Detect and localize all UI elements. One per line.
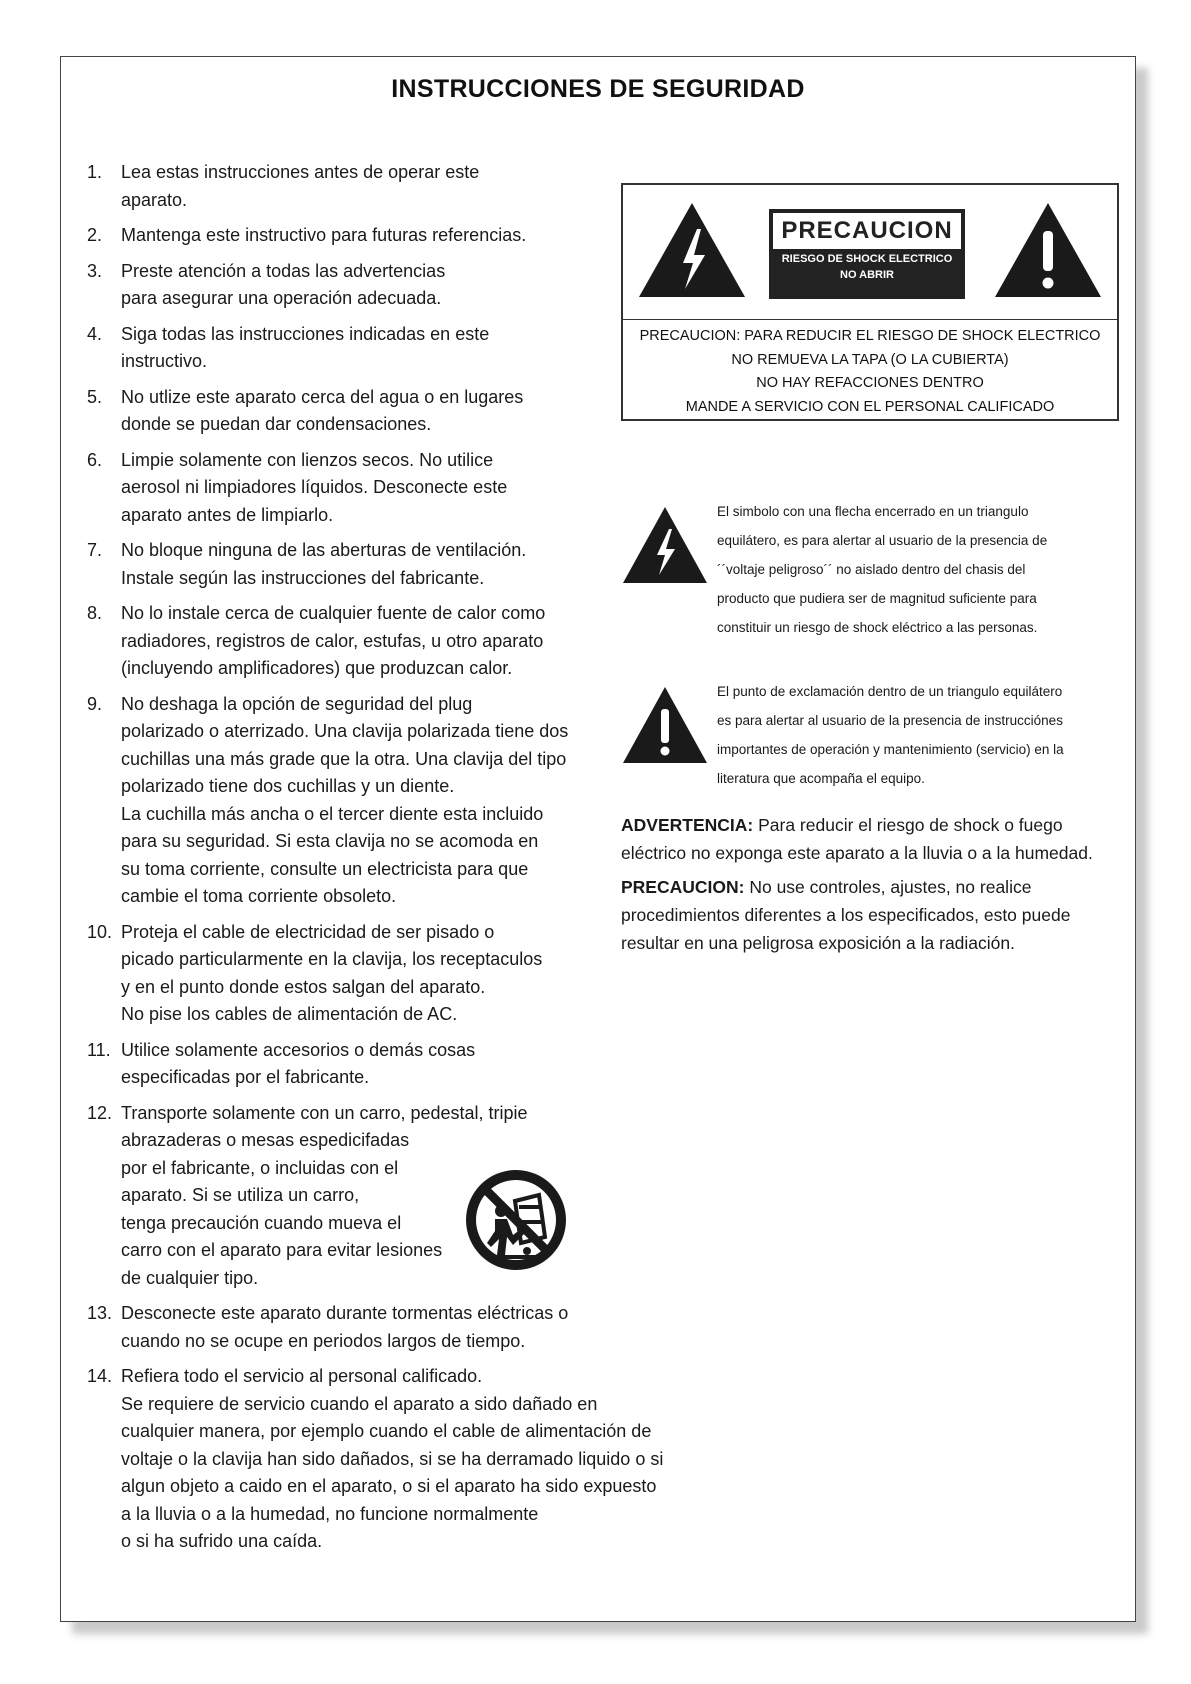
item-line: algun objeto a caido en el aparato, o si el aparato ha sido expuesto xyxy=(121,1476,657,1496)
symbol-text-line: producto que pudiera ser de magnitud suficiente para xyxy=(717,591,1037,606)
item-line: de cualquier tipo. xyxy=(121,1267,259,1288)
list-item xyxy=(87,691,707,911)
item-line: No deshaga la opción de seguridad del plug xyxy=(121,693,473,714)
item-line: Limpie solamente con lienzos secos. No utilice xyxy=(121,449,494,470)
list-item xyxy=(87,1363,707,1556)
item-line: aparato. Si se utiliza un carro, xyxy=(121,1185,360,1205)
precaucion-text: No use controles, ajustes, no realice procedimientos diferentes a los especificados, esto puede resultar en una peligrosa exposición a la radiación. xyxy=(621,877,1071,953)
item-line: Desconecte este aparato durante tormentas eléctricas o xyxy=(121,1303,569,1323)
advertencia-label: ADVERTENCIA: xyxy=(621,815,754,835)
item-number: 14. xyxy=(87,1366,113,1386)
symbol-text-line: es para alertar al usuario de la presencia de instrucciónes xyxy=(717,713,1063,728)
item-number: 12. xyxy=(87,1102,113,1123)
item-line: carro con el aparato para evitar lesiones xyxy=(121,1240,443,1260)
item-line: Siga todas las instrucciones indicadas en este xyxy=(121,323,490,344)
item-line: Preste atención a todas las advertencias xyxy=(121,260,446,281)
symbol-text-line: literatura que acompaña el equipo. xyxy=(717,771,925,786)
warnings-block xyxy=(621,811,1121,963)
item-line: aparato antes de limpiarlo. xyxy=(121,504,334,525)
item-number: 2. xyxy=(87,225,103,245)
list-item xyxy=(87,1300,707,1355)
precaucion-label: PRECAUCION: xyxy=(621,877,745,897)
lightning-symbol-text xyxy=(717,497,1127,642)
item-line: cambie el toma corriente obsoleto. xyxy=(121,886,397,906)
exclamation-warning-icon xyxy=(993,201,1103,304)
list-item xyxy=(87,258,707,313)
precaucion-paragraph xyxy=(621,873,1121,957)
symbol-text-line: El punto de exclamación dentro de un triangulo equilátero xyxy=(717,684,1063,699)
item-line: polarizado o aterrizado. Una clavija polarizada tiene dos xyxy=(121,721,569,741)
item-line: Lea estas instrucciones antes de operar este xyxy=(121,162,480,182)
item-line: su toma corriente, consulte un electricista para que xyxy=(121,858,529,879)
item-number: 11. xyxy=(87,1039,111,1060)
item-line: (incluyendo amplificadores) que produzcan calor. xyxy=(121,658,513,678)
advertencia-text: Para reducir el riesgo de shock o fuego eléctrico no exponga este aparato a la lluvia o a la humedad. xyxy=(621,815,1093,863)
symbol-text-line: importantes de operación y mantenimiento (servicio) en la xyxy=(717,742,1064,757)
item-line: La cuchilla más ancha o el tercer diente esta incluido xyxy=(121,803,544,824)
exclamation-triangle-icon xyxy=(621,685,709,770)
item-line: Se requiere de servicio cuando el aparato a sido dañado en xyxy=(121,1393,598,1414)
item-line: aerosol ni limpiadores líquidos. Desconecte este xyxy=(121,477,508,497)
caution-panel xyxy=(621,183,1119,421)
list-item xyxy=(87,537,707,592)
caution-panel-text xyxy=(623,325,1117,419)
lightning-triangle-icon xyxy=(621,505,709,590)
symbol-text-line: constituir un riesgo de shock eléctrico a las personas. xyxy=(717,620,1038,635)
item-line: cuando no se ocupe en periodos largos de tiempo. xyxy=(121,1330,526,1351)
page-title: INSTRUCCIONES DE SEGURIDAD xyxy=(391,75,805,103)
list-item xyxy=(87,321,707,376)
item-line: Utilice solamente accesorios o demás cosas xyxy=(121,1039,476,1060)
list-item xyxy=(87,600,707,683)
item-number: 8. xyxy=(87,603,103,623)
item-line: cualquier manera, por ejemplo cuando el cable de alimentación de xyxy=(121,1421,652,1441)
cart-warning-icon xyxy=(461,1165,571,1275)
caution-line: NO HAY REFACCIONES DENTRO xyxy=(756,375,984,391)
exclamation-symbol-text xyxy=(717,677,1127,793)
list-item xyxy=(87,159,707,214)
instructions-list xyxy=(87,159,707,1564)
item-line: Refiera todo el servicio al personal calificado. xyxy=(121,1366,483,1386)
list-item xyxy=(87,447,707,530)
item-line: a la lluvia o a la humedad, no funcione normalmente xyxy=(121,1503,539,1524)
item-line: No bloque ninguna de las aberturas de ventilación. xyxy=(121,540,527,560)
document-page xyxy=(60,56,1136,1622)
item-number: 5. xyxy=(87,386,103,407)
caution-label-head: PRECAUCION xyxy=(773,213,961,249)
list-item xyxy=(87,919,707,1029)
item-number: 13. xyxy=(87,1303,113,1323)
item-line: aparato. xyxy=(121,189,188,210)
item-number: 9. xyxy=(87,693,103,714)
item-line: y en el punto donde estos salgan del aparato. xyxy=(121,976,486,997)
item-line: No lo instale cerca de cualquier fuente de calor como xyxy=(121,603,546,623)
caution-label-sub2: NO ABRIR xyxy=(840,269,894,281)
symbol-text-line: El simbolo con una flecha encerrado en un triangulo xyxy=(717,504,1029,519)
caution-line: NO REMUEVA LA TAPA (O LA CUBIERTA) xyxy=(731,351,1009,368)
item-line: por el fabricante, o incluidas con el xyxy=(121,1157,399,1178)
item-line: o si ha sufrido una caída. xyxy=(121,1531,323,1551)
item-line: especificadas por el fabricante. xyxy=(121,1067,370,1087)
caution-line: MANDE A SERVICIO CON EL PERSONAL CALIFICADO xyxy=(685,398,1055,415)
caution-panel-header xyxy=(623,185,1117,320)
item-line: para asegurar una operación adecuada. xyxy=(121,288,442,308)
item-line: No utlize este aparato cerca del agua o en lugares xyxy=(121,386,524,407)
advertencia-paragraph xyxy=(621,811,1121,867)
item-line: Mantenga este instructivo para futuras referencias. xyxy=(121,225,527,245)
caution-line: PRECAUCION: PARA REDUCIR EL RIESGO DE SHOCK ELECTRICO xyxy=(639,328,1101,344)
item-line: instructivo. xyxy=(121,351,208,371)
item-line: para su seguridad. Si esta clavija no se acomoda en xyxy=(121,831,539,851)
item-line: Proteja el cable de electricidad de ser pisado o xyxy=(121,921,495,942)
item-number: 7. xyxy=(87,540,103,560)
item-line: radiadores, registros de calor, estufas, u otro aparato xyxy=(121,630,544,651)
item-number: 6. xyxy=(87,449,103,470)
item-number: 1. xyxy=(87,162,103,182)
item-line: voltaje o la clavija han sido dañados, si se ha derramado liquido o si xyxy=(121,1448,664,1469)
item-number: 10. xyxy=(87,921,113,942)
item-line: Transporte solamente con un carro, pedestal, tripie xyxy=(121,1102,528,1123)
symbol-text-line: equilátero, es para alertar al usuario de la presencia de xyxy=(717,533,1048,548)
item-line: tenga precaución cuando mueva el xyxy=(121,1212,402,1233)
caution-label xyxy=(769,209,965,299)
item-line: polarizado tiene dos cuchillas y un diente. xyxy=(121,776,455,796)
list-item xyxy=(87,222,707,250)
item-number: 4. xyxy=(87,323,103,344)
item-line: abrazaderas o mesas espedicifadas xyxy=(121,1130,410,1150)
list-item xyxy=(87,1100,707,1293)
lightning-warning-icon xyxy=(637,201,747,304)
symbol-text-line: ´´voltaje peligroso´´ no aislado dentro del chasis del xyxy=(717,562,1026,577)
list-item xyxy=(87,384,707,439)
item-line: cuchillas una más grade que la otra. Una clavija del tipo xyxy=(121,748,567,769)
item-line: donde se puedan dar condensaciones. xyxy=(121,414,432,434)
caution-label-sub1: RIESGO DE SHOCK ELECTRICO xyxy=(781,253,953,265)
item-line: No pise los cables de alimentación de AC. xyxy=(121,1004,458,1024)
item-number: 3. xyxy=(87,260,103,281)
item-line: Instale según las instrucciones del fabricante. xyxy=(121,567,485,588)
item-line: picado particularmente en la clavija, los receptaculos xyxy=(121,949,543,969)
list-item xyxy=(87,1037,707,1092)
